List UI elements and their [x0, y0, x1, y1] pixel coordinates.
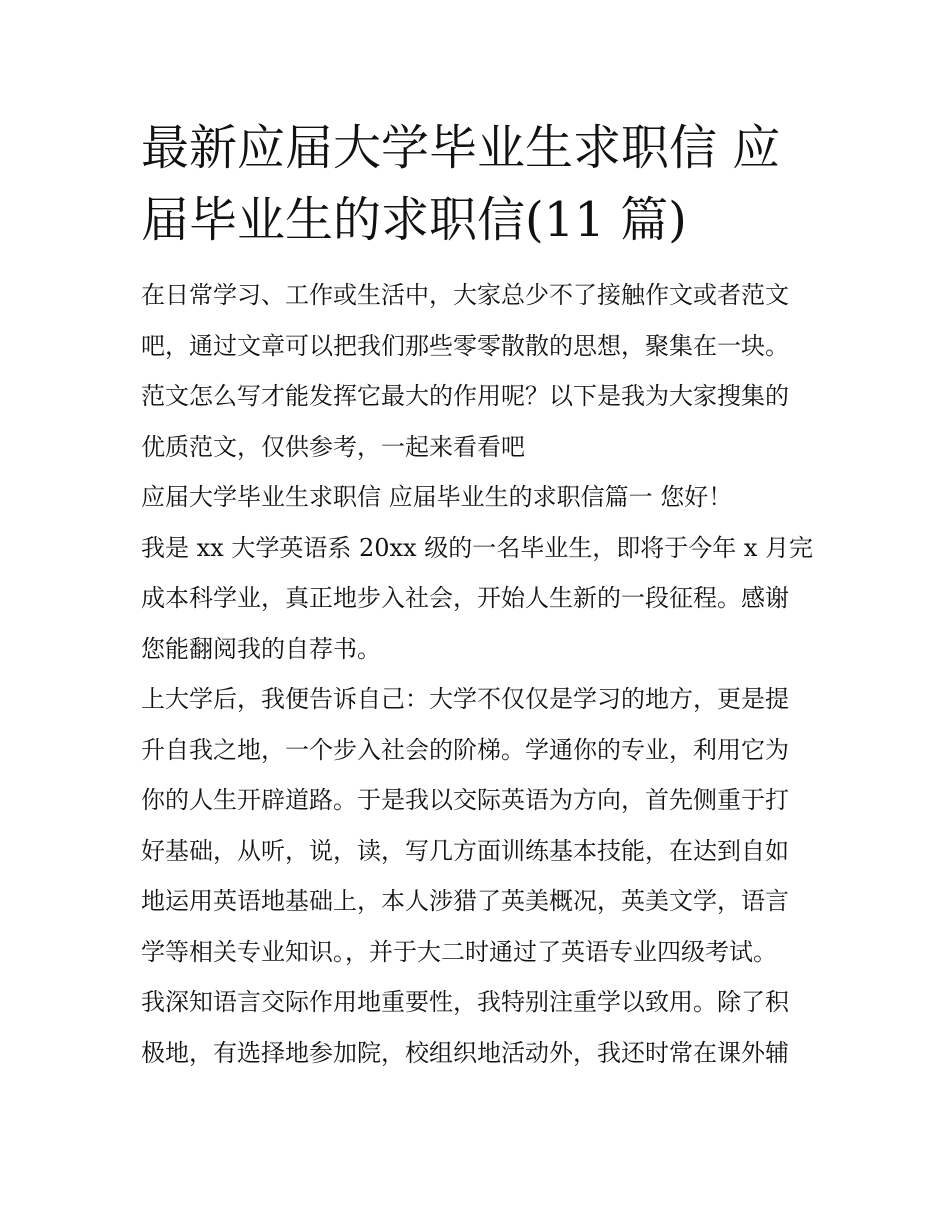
title-line: 届毕业生的求职信(11 篇)	[141, 192, 687, 248]
paragraph-practice	[141, 977, 813, 1078]
paragraph-study	[141, 674, 813, 977]
text-line: 成本科学业，真正地步入社会，开始人生新的一段征程。感谢	[141, 584, 789, 612]
text-line: 你的人生开辟道路。于是我以交际英语为方向，首先侧重于打	[141, 786, 789, 814]
document-title	[141, 112, 813, 256]
paragraph-self-intro	[141, 523, 813, 675]
text-line: 在日常学习、工作或生活中，大家总少不了接触作文或者范文	[141, 281, 789, 309]
text-line: 地运用英语地基础上，本人涉猎了英美概况，英美文学，语言	[141, 887, 789, 915]
intro-paragraph	[141, 270, 813, 472]
text-line: 范文怎么写才能发挥它最大的作用呢？以下是我为大家搜集的	[141, 382, 789, 410]
text-line: 上大学后，我便告诉自己：大学不仅仅是学习的地方，更是提	[141, 685, 789, 713]
text-line: 您能翻阅我的自荐书。	[141, 634, 381, 663]
text-line: 我深知语言交际作用地重要性，我特别注重学以致用。除了积	[141, 988, 789, 1016]
text-line: 吧，通过文章可以把我们那些零零散散的思想，聚集在一块。	[141, 331, 789, 360]
text-line: 应届大学毕业生求职信 应届毕业生的求职信篇一 您好！	[141, 483, 733, 511]
title-line: 最新应届大学毕业生求职信 应	[141, 120, 781, 176]
text-line: 优质范文，仅供参考，一起来看看吧	[141, 432, 525, 461]
text-line: 学等相关专业知识。，并于大二时通过了英语专业四级考试。	[141, 937, 777, 966]
text-line: 好基础，从听，说，读，写几方面训练基本技能，在达到自如	[141, 836, 789, 865]
document-content	[141, 112, 813, 1078]
section-heading-line	[141, 472, 813, 523]
text-line: 我是 xx 大学英语系 20xx 级的一名毕业生，即将于今年 x 月完	[141, 533, 813, 562]
text-line: 极地，有选择地参加院，校组织地活动外，我还时常在课外辅	[141, 1038, 789, 1067]
text-line: 升自我之地，一个步入社会的阶梯。学通你的专业，利用它为	[141, 735, 789, 764]
